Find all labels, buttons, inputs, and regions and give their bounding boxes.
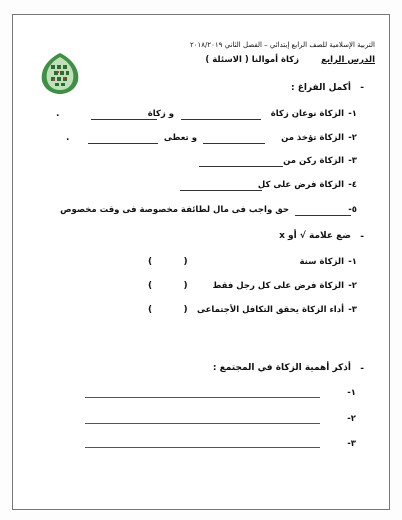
q2-item2-num: ٢- bbox=[348, 281, 357, 291]
q1-item1-blank-b[interactable] bbox=[91, 119, 157, 120]
q3-title: أذكر أهمية الزكاة في المجتمع : bbox=[212, 363, 351, 373]
q1-item3-text-a: الزكاة ركن من bbox=[283, 156, 344, 166]
q1-item3-num: ٣- bbox=[348, 156, 357, 166]
q2-item2-answer-box[interactable]: ( ) bbox=[148, 281, 188, 291]
q1-item2-blank-b[interactable] bbox=[88, 143, 158, 144]
worksheet bbox=[12, 14, 390, 510]
q2-item3-text: أداء الزكاة يحقق التكافل الأجتماعى bbox=[196, 305, 344, 315]
q1-item4-blank[interactable] bbox=[180, 190, 262, 191]
q3-answer-line-3[interactable] bbox=[85, 447, 320, 448]
q2-item1-answer-box[interactable]: ( ) bbox=[148, 257, 188, 267]
q3-line1-num: ١- bbox=[347, 388, 356, 398]
worksheet-title: زكاة أموالنا ( الاسئلة ) bbox=[205, 55, 299, 65]
q1-item1-num: ١- bbox=[348, 109, 357, 119]
q2-title: ضع علامة √ أو x bbox=[279, 231, 351, 241]
q1-item2-text-a: الزكاة تؤخذ من bbox=[281, 133, 344, 143]
q1-item2-num: ٢- bbox=[348, 133, 357, 143]
school-logo-icon bbox=[38, 51, 82, 95]
q1-item5-num: ٥- bbox=[348, 205, 357, 215]
q2-item1-text: الزكاة سنة bbox=[299, 257, 344, 267]
q1-item5-blank[interactable] bbox=[295, 215, 351, 216]
q3-bullet: - bbox=[360, 364, 364, 374]
q1-item3-blank[interactable] bbox=[199, 166, 283, 167]
q2-bullet: - bbox=[360, 232, 364, 242]
q1-item5-text: حق واجب فى مال لطائفة مخصوصة فى وقت مخصوص bbox=[60, 205, 289, 215]
q1-item2-text-b: و تعطى bbox=[163, 133, 197, 143]
q1-item4-text-a: الزكاة فرض على كل bbox=[257, 180, 344, 190]
q1-item1-blank-a[interactable] bbox=[181, 119, 261, 120]
q3-line3-num: ٣- bbox=[347, 439, 356, 449]
q2-item2-text: الزكاة فرض على كل رجل فقط bbox=[212, 281, 344, 291]
worksheet-subtitle: التربية الإسلامية للصف الرابع إبتدائي – الفصل الثاني ٢٠١٨/٢٠١٩ bbox=[189, 41, 375, 49]
q1-item4-num: ٤- bbox=[348, 180, 357, 190]
q1-title: أكمل الفراغ : bbox=[290, 83, 351, 93]
q1-item1-end: . bbox=[56, 109, 60, 119]
q2-item3-num: ٣- bbox=[348, 305, 357, 315]
q3-answer-line-1[interactable] bbox=[85, 397, 320, 398]
q2-item1-num: ١- bbox=[348, 257, 357, 267]
q1-item2-blank-a[interactable] bbox=[203, 143, 265, 144]
q1-item2-end: . bbox=[66, 133, 70, 143]
q1-bullet: - bbox=[360, 83, 364, 93]
q3-answer-line-2[interactable] bbox=[85, 423, 320, 424]
lesson-label: الدرس الرابع bbox=[321, 55, 375, 65]
q3-line2-num: ٢- bbox=[347, 414, 356, 424]
q1-item1-text-b: و زكاة bbox=[147, 109, 174, 119]
q2-item3-answer-box[interactable]: ( ) bbox=[148, 305, 188, 315]
q1-item1-text-a: الزكاة نوعان زكاة bbox=[270, 109, 344, 119]
